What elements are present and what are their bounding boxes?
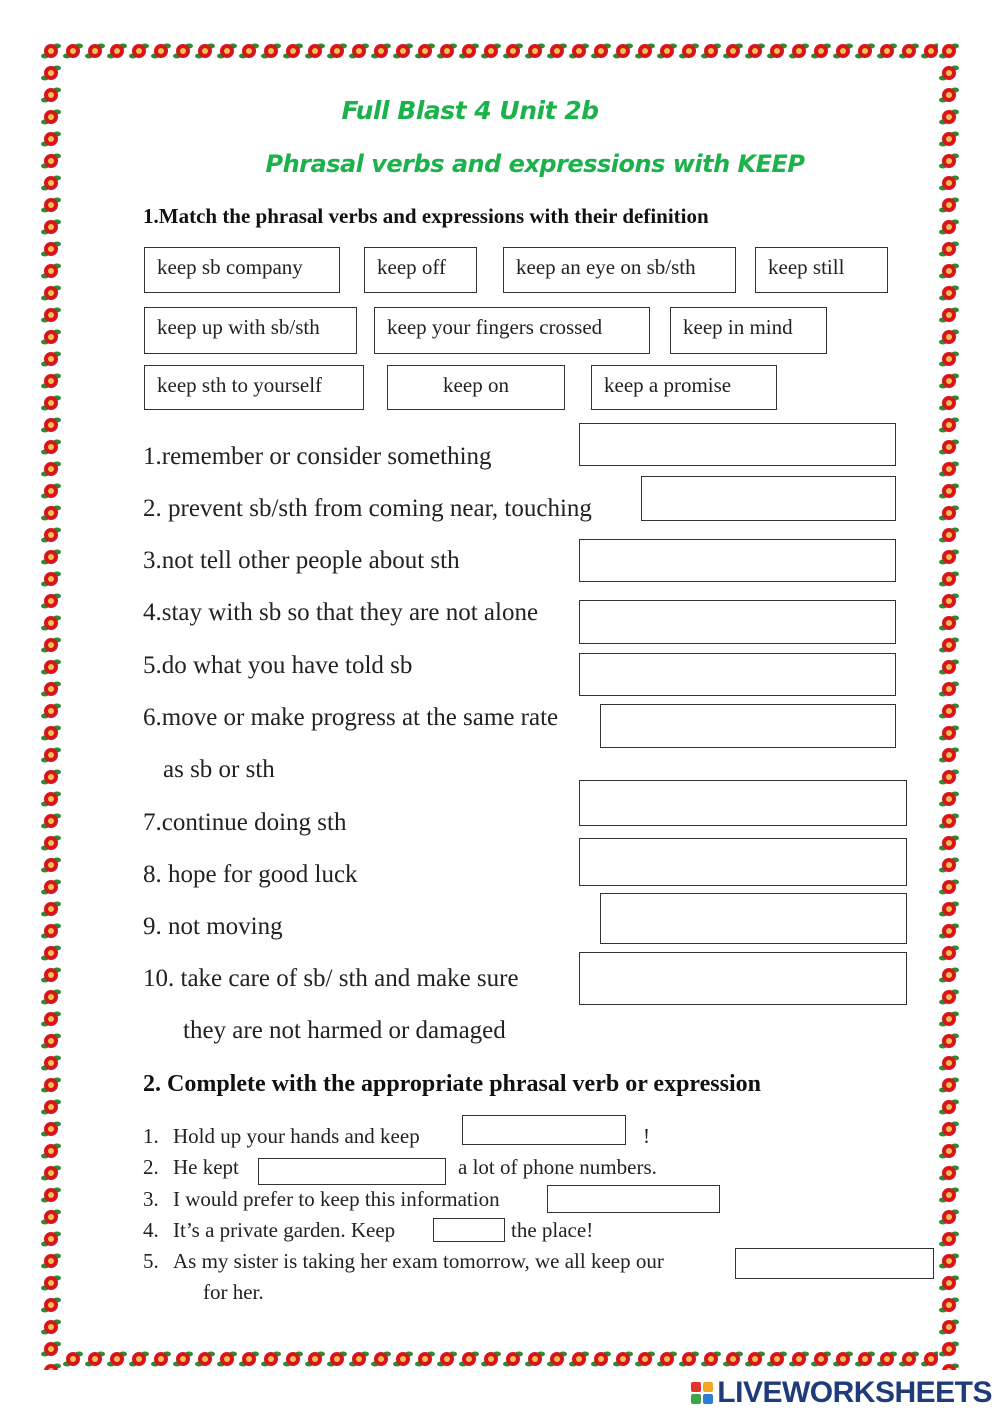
section2-heading: 2. Complete with the appropriate phrasal verb or expression [143, 1071, 761, 1097]
answer-box[interactable] [433, 1218, 505, 1242]
word-bank-item[interactable]: keep in mind [670, 307, 827, 354]
exercise-text: the place! [511, 1218, 594, 1242]
definition-text-continued: they are not harmed or damaged [183, 1017, 506, 1044]
worksheet-title: Full Blast 4 Unit 2b [341, 96, 599, 125]
answer-box[interactable] [547, 1185, 720, 1213]
exercise-text: As my sister is taking her exam tomorrow, we all keep our [173, 1249, 664, 1273]
exercise-text-continued: for her. [203, 1280, 264, 1304]
exercise-number: 1. [143, 1124, 159, 1148]
flower-border-right [938, 40, 960, 1370]
definition-text: 5.do what you have told sb [143, 652, 413, 679]
flower-border-left [40, 40, 62, 1370]
exercise-text: He kept [173, 1155, 239, 1179]
definition-text: 8. hope for good luck [143, 861, 358, 888]
word-bank-item[interactable]: keep sb company [144, 247, 340, 293]
worksheet-subtitle: Phrasal verbs and expressions with KEEP [265, 150, 805, 178]
exercise-text: It’s a private garden. Keep [173, 1218, 396, 1242]
exercise-text: a lot of phone numbers. [458, 1155, 657, 1179]
word-bank-item[interactable]: keep still [755, 247, 888, 293]
exercise-number: 5. [143, 1249, 159, 1273]
answer-box[interactable] [579, 780, 907, 826]
definition-text: 1.remember or consider something [143, 443, 492, 470]
answer-box[interactable] [641, 476, 896, 521]
word-bank-item[interactable]: keep off [364, 247, 477, 293]
exercise-text: Hold up your hands and keep [173, 1124, 420, 1148]
exercise-text: ! [643, 1124, 650, 1148]
answer-box[interactable] [579, 600, 896, 644]
exercise-number: 4. [143, 1218, 159, 1242]
definition-text: 6.move or make progress at the same rate [143, 704, 559, 731]
definition-text: 4.stay with sb so that they are not alone [143, 599, 539, 626]
exercise-text: I would prefer to keep this information [173, 1187, 500, 1211]
word-bank-item[interactable]: keep sth to yourself [144, 365, 364, 410]
word-bank-item[interactable]: keep up with sb/sth [144, 307, 357, 354]
answer-box[interactable] [600, 704, 896, 748]
definition-text-continued: as sb or sth [163, 756, 275, 783]
answer-box[interactable] [579, 838, 907, 886]
flower-border-top [40, 40, 960, 62]
answer-box[interactable] [579, 539, 896, 582]
word-bank-item[interactable]: keep your fingers crossed [374, 307, 650, 354]
definition-text: 10. take care of sb/ sth and make sure [143, 965, 519, 992]
definition-text: 3.not tell other people about sth [143, 547, 460, 574]
section1-heading: 1.Match the phrasal verbs and expressions with their definition [143, 204, 709, 228]
answer-box[interactable] [462, 1115, 626, 1145]
word-bank-item[interactable]: keep on [387, 365, 565, 410]
answer-box[interactable] [600, 893, 907, 944]
answer-box[interactable] [735, 1248, 934, 1279]
exercise-number: 3. [143, 1187, 159, 1211]
logo-grid-icon [691, 1382, 713, 1404]
word-bank-item[interactable]: keep a promise [591, 365, 777, 410]
exercise-number: 2. [143, 1155, 159, 1179]
answer-box[interactable] [579, 423, 896, 466]
logo-text: LIVEWORKSHEETS [717, 1376, 992, 1409]
definition-text: 7.continue doing sth [143, 809, 347, 836]
word-bank-item[interactable]: keep an eye on sb/sth [503, 247, 736, 293]
answer-box[interactable] [258, 1158, 446, 1185]
flower-border-bottom [40, 1348, 960, 1370]
definition-text: 2. prevent sb/sth from coming near, touching [143, 495, 592, 522]
answer-box[interactable] [579, 653, 896, 696]
answer-box[interactable] [579, 952, 907, 1005]
liveworksheets-logo [691, 1376, 992, 1410]
definition-text: 9. not moving [143, 913, 283, 940]
